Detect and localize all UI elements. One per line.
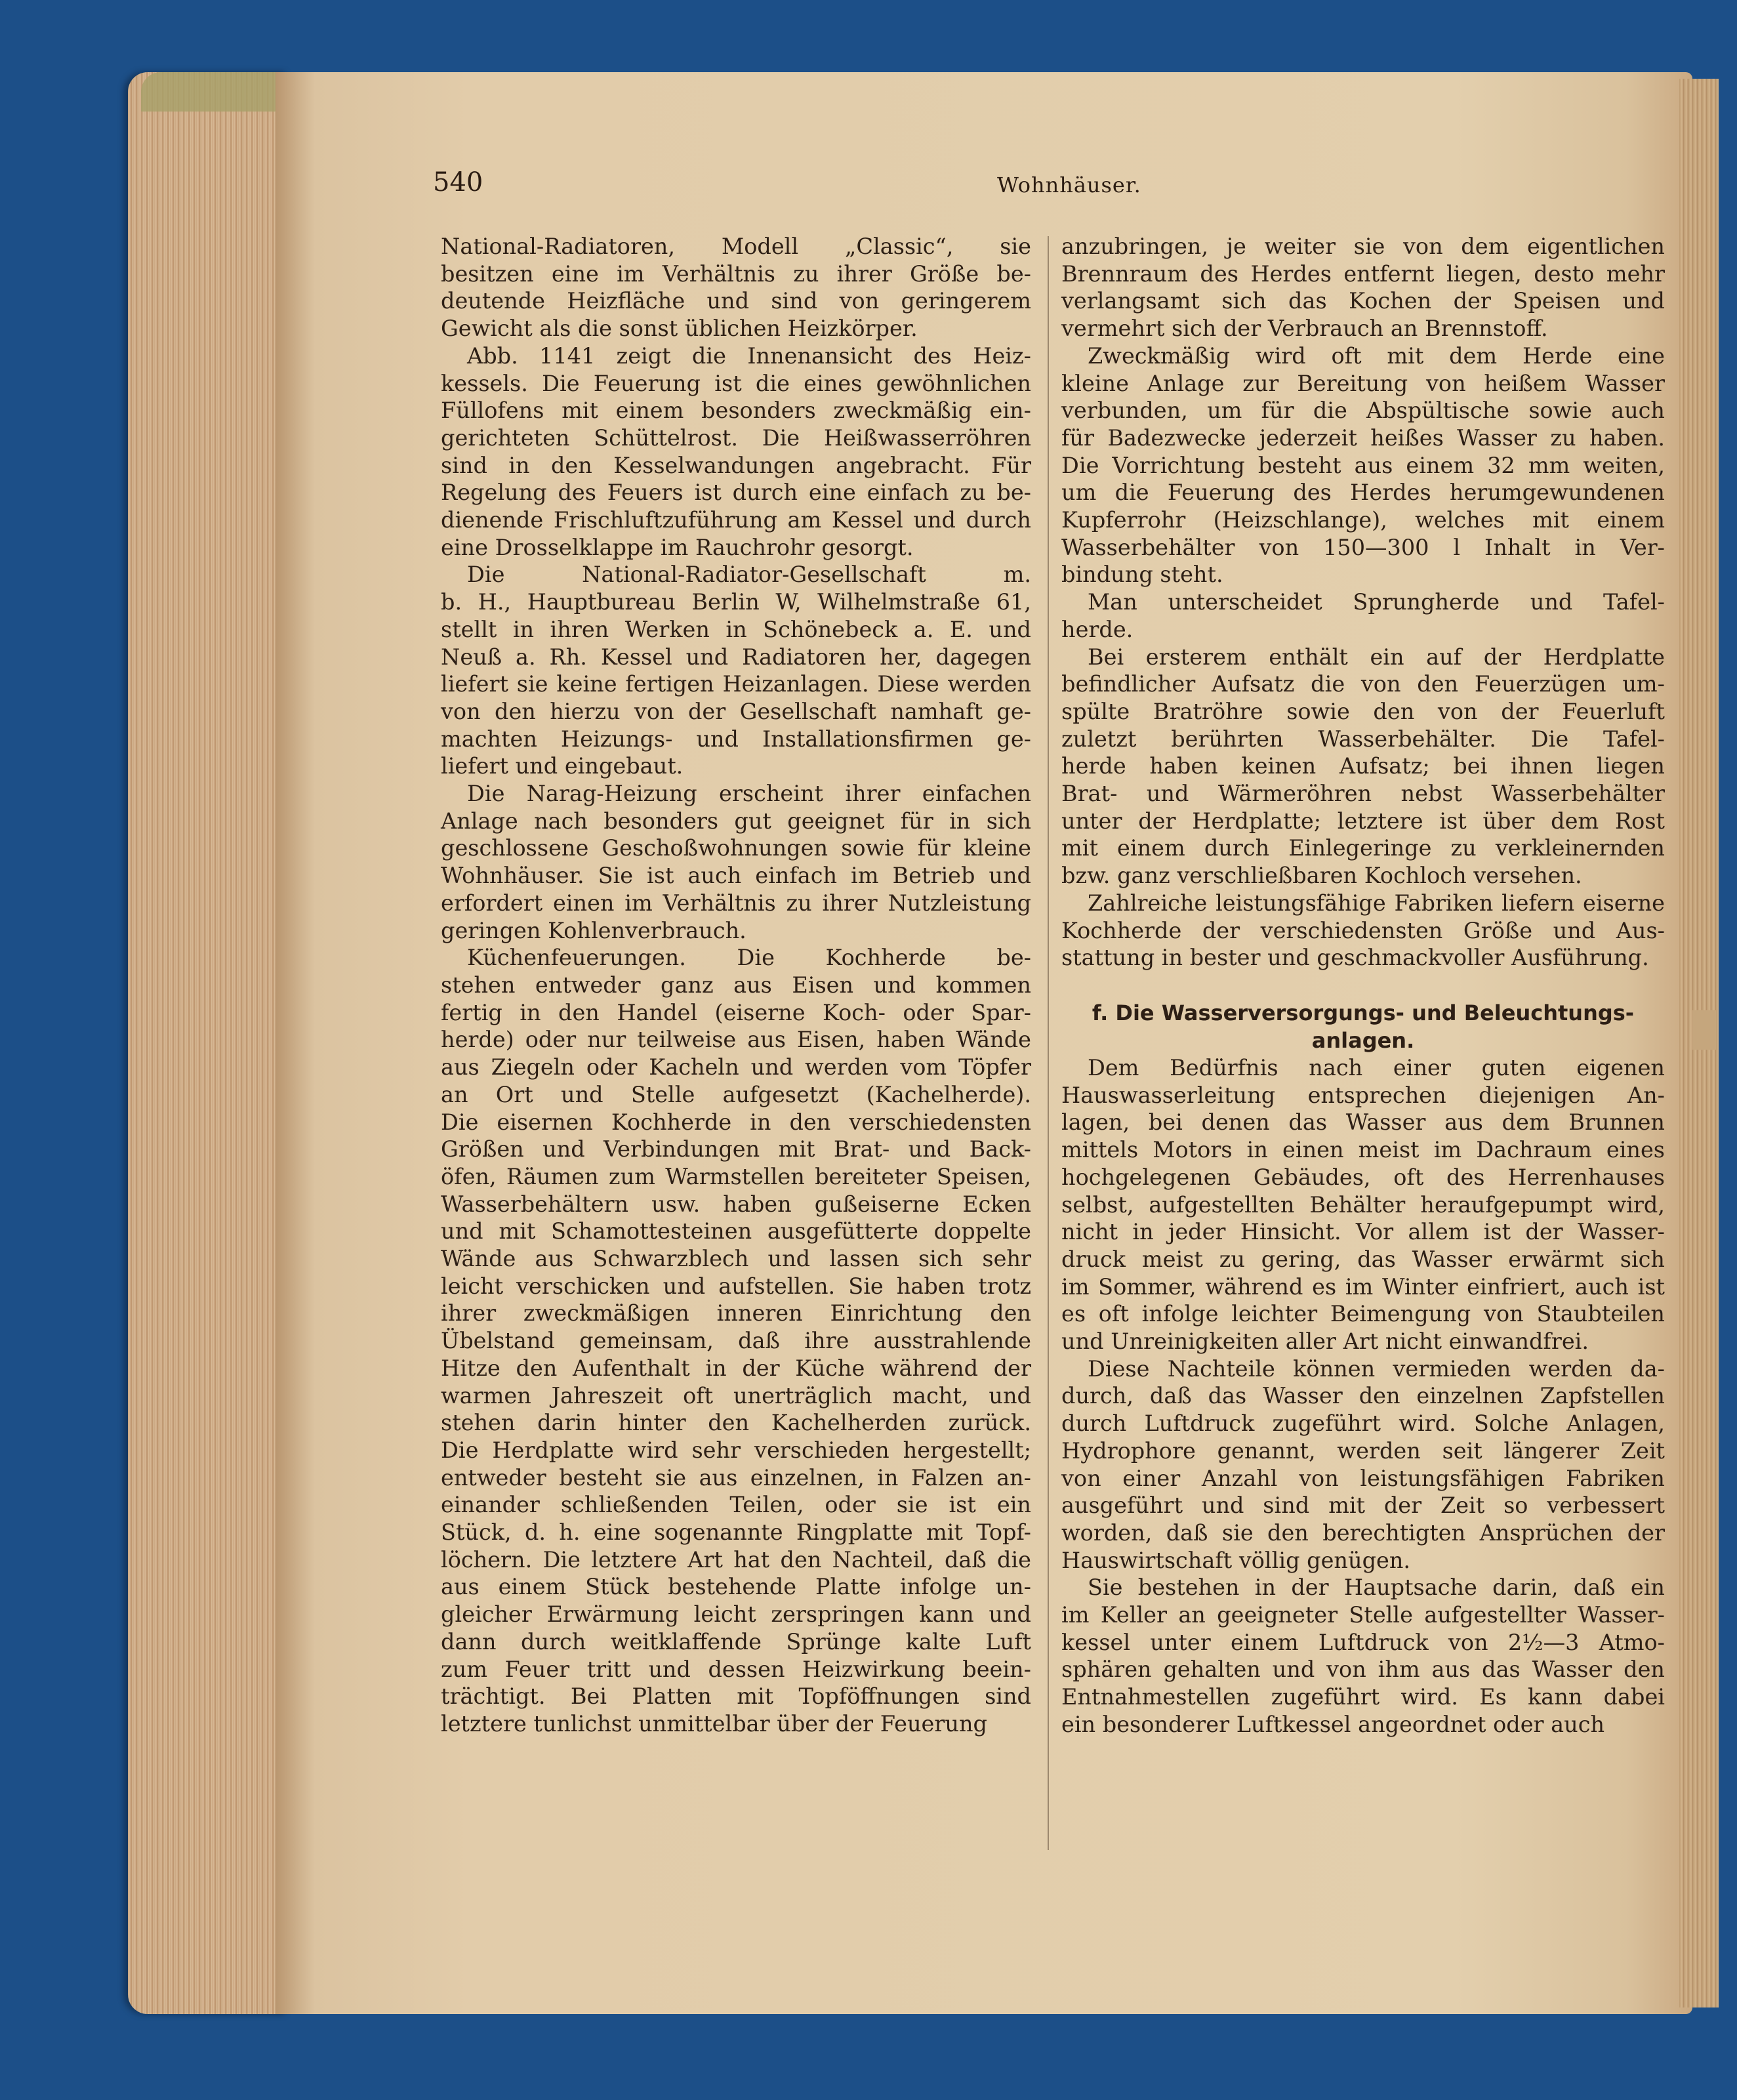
text-line: durch, daß das Wasser den einzelnen Zapfstellen: [1061, 1383, 1665, 1409]
text-line: hochgelegenen Gebäudes, oft des Herrenhauses: [1061, 1164, 1665, 1190]
text-line: herde) oder nur teilweise aus Eisen, haben Wände: [441, 1027, 1031, 1053]
text-line: liefert und eingebaut.: [441, 753, 684, 779]
text-line: warmen Jahreszeit oft unerträglich macht, und: [441, 1382, 1031, 1409]
text-line: Füllofens mit einem besonders zweckmäßig ein-: [441, 398, 1031, 424]
text-line: anlagen.: [1311, 1027, 1415, 1053]
text-line: im Keller an geeigneter Stelle aufgestellter Wasser-: [1061, 1602, 1665, 1628]
text-line: an Ort und Stelle aufgesetzt (Kachelherde).: [441, 1081, 1031, 1107]
text-line: befindlicher Aufsatz die von den Feuerzügen um-: [1061, 671, 1665, 697]
text-line: geschlossene Geschoßwohnungen sowie für kleine: [441, 835, 1031, 861]
text-line: nicht in jeder Hinsicht. Vor allem ist der Wasser-: [1061, 1219, 1665, 1245]
text-line: von einer Anzahl von leistungsfähigen Fabriken: [1061, 1465, 1665, 1491]
text-line: herde.: [1061, 616, 1134, 642]
text-line: zum Feuer tritt und dessen Heizwirkung beein-: [441, 1656, 1031, 1682]
text-line: um die Feuerung des Herdes herumgewundenen: [1061, 480, 1665, 506]
text-line: Neuß a. Rh. Kessel und Radiatoren her, dagegen: [441, 644, 1031, 670]
text-line: stehen darin hinter den Kachelherden zurück.: [441, 1410, 1031, 1436]
page-tab-marker: [1692, 1010, 1716, 1050]
right-column-bottom-text: [1061, 1054, 1665, 1739]
left-column: [441, 233, 1031, 1738]
text-line: Kupferrohr (Heizschlange), welches mit einem: [1061, 507, 1665, 533]
text-line: mit einem durch Einlegeringe zu verkleinernden: [1061, 835, 1665, 861]
text-line: Die Vorrichtung besteht aus einem 32 mm weiten,: [1061, 452, 1665, 478]
text-line: eine Drosselklappe im Rauchrohr gesorgt.: [441, 534, 914, 560]
text-line: verbunden, um für die Abspültische sowie auch: [1061, 398, 1665, 424]
text-line: Die Herdplatte wird sehr verschieden hergestellt;: [441, 1437, 1031, 1463]
text-line: aus einem Stück bestehende Platte infolge un-: [441, 1574, 1031, 1600]
text-line: Entnahmestellen zugeführt wird. Es kann dabei: [1061, 1684, 1665, 1710]
text-line: liefert sie keine fertigen Heizanlagen. Diese werden: [441, 671, 1031, 697]
text-line: im Sommer, während es im Winter einfriert, auch ist: [1061, 1273, 1665, 1300]
text-line: bindung steht.: [1061, 562, 1223, 588]
text-line: Wohnhäuser. Sie ist auch einfach im Betrieb und: [441, 863, 1031, 889]
text-line: stellt in ihren Werken in Schönebeck a. E. und: [441, 616, 1031, 642]
text-line: f. Die Wasserversorgungs- und Beleuchtungs-: [1092, 1000, 1635, 1025]
text-line: und mit Schamottesteinen ausgefütterte doppelte: [441, 1218, 1031, 1245]
text-line: Regelung des Feuers ist durch eine einfach zu be-: [441, 480, 1031, 506]
text-line: unter der Herdplatte; letztere ist über dem Rost: [1061, 808, 1665, 834]
text-line: Übelstand gemeinsam, daß ihre ausstrahlende: [441, 1328, 1031, 1354]
text-line: Dem Bedürfnis nach einer guten eigenen: [1088, 1054, 1665, 1081]
text-line: Die Narag-Heizung erscheint ihrer einfachen: [467, 781, 1031, 807]
text-line: Bei ersterem enthält ein auf der Herdplatte: [1088, 644, 1665, 670]
text-line: letztere tunlichst unmittelbar über der Feuerung: [441, 1710, 987, 1737]
text-line: sind in den Kesselwandungen angebracht. Für: [441, 452, 1031, 478]
page-number: 540: [433, 167, 483, 197]
text-line: Zahlreiche leistungsfähige Fabriken liefern eiserne: [1088, 890, 1665, 916]
text-line: machten Heizungs- und Installationsfirmen ge-: [441, 726, 1031, 752]
text-line: Die National-Radiator-Gesellschaft m.: [467, 562, 1031, 588]
text-line: Hauswirtschaft völlig genügen.: [1061, 1547, 1411, 1573]
text-line: Kochherde der verschiedensten Größe und Aus-: [1061, 917, 1665, 943]
text-line: b. H., Hauptbureau Berlin W, Wilhelmstraße 61,: [441, 589, 1031, 615]
text-line: Hitze den Aufenthalt in der Küche während der: [441, 1355, 1031, 1381]
right-column-top-text: [1061, 233, 1665, 972]
text-line: deutende Heizfläche und sind von geringerem: [441, 288, 1031, 314]
text-line: leicht verschicken und aufstellen. Sie haben trotz: [441, 1273, 1031, 1299]
text-line: löchern. Die letztere Art hat den Nachteil, daß die: [441, 1546, 1031, 1573]
text-line: öfen, Räumen zum Warmstellen bereiteter Speisen,: [441, 1163, 1031, 1189]
text-line: Größen und Verbindungen mit Brat- und Back-: [441, 1136, 1031, 1163]
text-line: es oft infolge leichter Beimengung von Staubteilen: [1061, 1301, 1665, 1327]
text-line: Brennraum des Herdes entfernt liegen, desto mehr: [1061, 260, 1665, 287]
text-line: Wasserbehältern usw. haben gußeiserne Ecken: [441, 1191, 1031, 1217]
text-line: gleicher Erwärmung leicht zerspringen kann und: [441, 1601, 1031, 1628]
text-line: lagen, bei denen das Wasser aus dem Brunnen: [1061, 1109, 1665, 1136]
text-line: Hauswasserleitung entsprechen diejenigen An-: [1061, 1082, 1665, 1108]
text-line: kleine Anlage zur Bereitung von heißem Wasser: [1061, 370, 1665, 396]
text-line: bzw. ganz verschließbaren Kochloch versehen.: [1061, 863, 1582, 889]
text-line: kessel unter einem Luftdruck von 2½—3 Atmo-: [1061, 1629, 1665, 1655]
text-line: ausgeführt und sind mit der Zeit so verbessert: [1061, 1493, 1665, 1519]
text-line: Wasserbehälter von 150—300 l Inhalt in Ver-: [1061, 534, 1665, 560]
text-line: Stück, d. h. eine sogenannte Ringplatte mit Topf-: [441, 1519, 1031, 1546]
book-page-edges: [128, 72, 289, 2014]
text-line: mittels Motors in einen meist im Dachraum eines: [1061, 1137, 1665, 1163]
text-line: zuletzt berührten Wasserbehälter. Die Tafel-: [1061, 726, 1665, 752]
text-line: worden, daß sie den berechtigten Ansprüchen der: [1061, 1519, 1665, 1546]
text-line: trächtigt. Bei Platten mit Topföffnungen sind: [441, 1683, 1031, 1710]
text-line: druck meist zu gering, das Wasser erwärmt sich: [1061, 1246, 1665, 1272]
text-line: dienende Frischluftzuführung am Kessel und durch: [441, 507, 1031, 533]
text-line: Die eisernen Kochherde in den verschiedensten: [441, 1109, 1031, 1135]
text-line: Anlage nach besonders gut geeignet für in sich: [441, 808, 1031, 834]
text-line: einander schließenden Teilen, oder sie ist ein: [441, 1492, 1031, 1518]
text-line: stattung in bester und geschmackvoller Ausführung.: [1061, 945, 1649, 971]
text-line: Abb. 1141 zeigt die Innenansicht des Heiz-: [467, 342, 1031, 369]
text-line: spülte Bratröhre sowie den von der Feuerluft: [1061, 698, 1665, 724]
text-line: erfordert einen im Verhältnis zu ihrer Nutzleistung: [441, 890, 1031, 916]
text-line: dann durch weitklaffende Sprünge kalte Luft: [441, 1628, 1031, 1655]
text-line: fertig in den Handel (eiserne Koch- oder Spar-: [441, 999, 1031, 1025]
text-line: kessels. Die Feuerung ist die eines gewöhnlichen: [441, 370, 1031, 396]
text-line: entweder besteht sie aus einzelnen, in Falzen an-: [441, 1464, 1031, 1491]
right-column: [1061, 233, 1665, 1739]
text-line: Brat- und Wärmeröhren nebst Wasserbehälter: [1061, 781, 1665, 807]
text-line: Zweckmäßig wird oft mit dem Herde eine: [1088, 342, 1665, 369]
text-line: von den hierzu von der Gesellschaft namhaft ge-: [441, 698, 1031, 724]
text-line: Diese Nachteile können vermieden werden da-: [1088, 1355, 1665, 1382]
text-line: verlangsamt sich das Kochen der Speisen und: [1061, 288, 1665, 314]
text-line: vermehrt sich der Verbrauch an Brennstoff.: [1061, 316, 1548, 342]
text-line: ein besonderer Luftkessel angeordnet oder auch: [1061, 1711, 1605, 1737]
text-line: Hydrophore genannt, werden seit längerer Zeit: [1061, 1437, 1665, 1464]
text-line: durch Luftdruck zugeführt wird. Solche Anlagen,: [1061, 1410, 1665, 1437]
text-line: selbst, aufgestellten Behälter heraufgepumpt wird,: [1061, 1191, 1665, 1218]
text-line: stehen entweder ganz aus Eisen und kommen: [441, 972, 1031, 998]
text-line: Sie bestehen in der Hauptsache darin, daß ein: [1088, 1575, 1665, 1601]
section-heading: [1061, 999, 1665, 1054]
text-line: Küchenfeuerungen. Die Kochherde be-: [467, 945, 1031, 971]
text-line: und Unreinigkeiten aller Art nicht einwandfrei.: [1061, 1328, 1589, 1355]
text-line: Gewicht als die sonst üblichen Heizkörper.: [441, 316, 918, 342]
text-line: Man unterscheidet Sprungherde und Tafel-: [1088, 589, 1665, 615]
text-line: anzubringen, je weiter sie von dem eigentlichen: [1061, 234, 1665, 259]
text-line: Wände aus Schwarzblech und lassen sich sehr: [441, 1246, 1031, 1272]
text-line: National-Radiatoren, Modell „Classic“, sie: [441, 234, 1031, 259]
running-head: Wohnhäuser.: [997, 173, 1141, 197]
text-line: ihrer zweckmäßigen inneren Einrichtung den: [441, 1300, 1031, 1327]
page-header: [433, 167, 1666, 207]
text-line: geringen Kohlenverbrauch.: [441, 917, 746, 943]
text-line: aus Ziegeln oder Kacheln und werden vom Töpfer: [441, 1054, 1031, 1081]
text-line: gerichteten Schüttelrost. Die Heißwasserröhren: [441, 424, 1031, 451]
text-line: sphären gehalten und von ihm aus das Wasser den: [1061, 1657, 1665, 1683]
column-divider: [1048, 236, 1049, 1850]
text-line: für Badezwecke jederzeit heißes Wasser zu haben.: [1061, 424, 1665, 451]
text-line: besitzen eine im Verhältnis zu ihrer Größe be-: [441, 260, 1031, 287]
text-line: herde haben keinen Aufsatz; bei ihnen liegen: [1061, 753, 1665, 779]
